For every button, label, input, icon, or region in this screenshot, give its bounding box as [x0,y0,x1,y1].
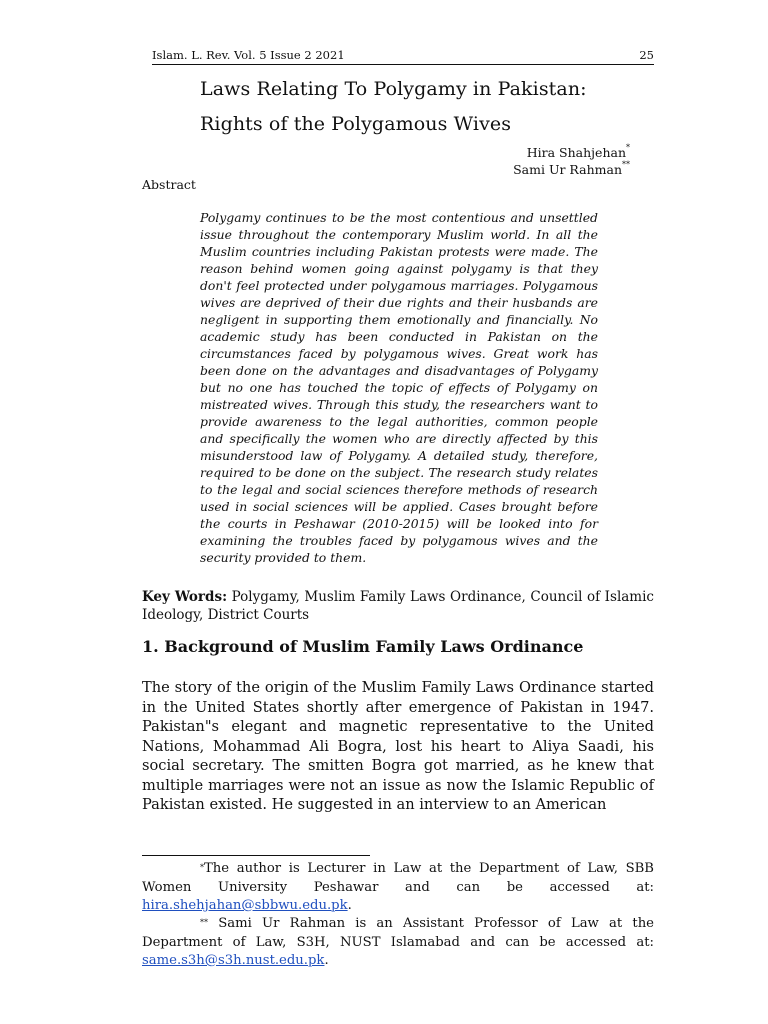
keywords [142,588,654,624]
body-paragraph: The story of the origin of the Muslim Family Laws Ordinance started in the United States shortly after emergence of Pakistan in 1947. Pakistan"s elegant and magnetic representative to the United Nations, Mohammad Ali Bogra, lost his heart to Aliya Saadi, his social secretary. The smitten Bogra got married, as he knew that multiple marriages were not an issue as now the Islamic Republic of Pakistan existed. He suggested in an interview to an American [142,679,654,813]
footnote-text: The author is Lecturer in Law at the Department of Law, SBB Women University Peshawar and can be accessed at: [142,861,654,895]
author-name: Hira Shahjehan [526,145,626,160]
author-footnote-mark: ** [622,160,630,169]
email-link[interactable]: same.s3h@s3h.nust.edu.pk [142,953,325,968]
abstract-heading: Abstract [142,177,196,192]
author-name: Sami Ur Rahman [513,162,622,177]
keywords-text: Polygamy, Muslim Family Laws Ordinance, Council of Islamic Ideology, District Courts [142,589,654,623]
footnote-mark: ** [200,918,208,927]
footnote-divider [142,855,370,856]
email-link[interactable]: hira.shehjahan@sbbwu.edu.pk [142,898,348,913]
author-1 [527,145,630,160]
paper-title-line-1: Laws Relating To Polygamy in Pakistan: [200,78,587,100]
footnote-end: . [347,898,352,913]
author-footnote-mark: * [626,143,630,152]
page-number: 25 [639,48,654,62]
paper-title-line-2: Rights of the Polygamous Wives [200,113,512,135]
footnote-2 [142,915,654,971]
abstract-text: Polygamy continues to be the most contentious and unsettled issue throughout the contemporary Muslim world. In all the Muslim countries including Pakistan protests were made. The reason behind women going against polygamy is that they don't feel protected under polygamous marriages. Polygamous wives are deprived of their due rights and their husbands are negligent in supporting them emotionally and financially. No academic study has been conducted in Pakistan on the circumstances faced by polygamous wives. Great work has been done on the advantages and disadvantages of Polygamy but no one has touched the topic of effects of Polygamy on mistreated wives. Through this study, the researchers want to provide awareness to the legal authorities, common people and specifically the women who are directly affected by this misunderstood law of Polygamy. A detailed study, therefore, required to be done on the subject. The research study relates to the legal and social sciences therefore methods of research used in social sciences will be applied. Cases brought before the courts in Peshawar (2010-2015) will be looked into for examining the troubles faced by polygamous wives and the security provided to them. [200,210,598,565]
footnote-text: Sami Ur Rahman is an Assistant Professor of Law at the Department of Law, S3H, NUST Islamabad and can be accessed at: [142,916,654,950]
footnote-mark: * [200,863,204,872]
footnote-end: . [324,953,329,968]
footnote-1 [142,860,654,916]
author-2 [513,162,630,177]
running-header [152,48,654,65]
journal-citation: Islam. L. Rev. Vol. 5 Issue 2 2021 [152,48,345,62]
keywords-label: Key Words: [142,589,228,605]
section-heading: 1. Background of Muslim Family Laws Ordinance [142,637,584,656]
